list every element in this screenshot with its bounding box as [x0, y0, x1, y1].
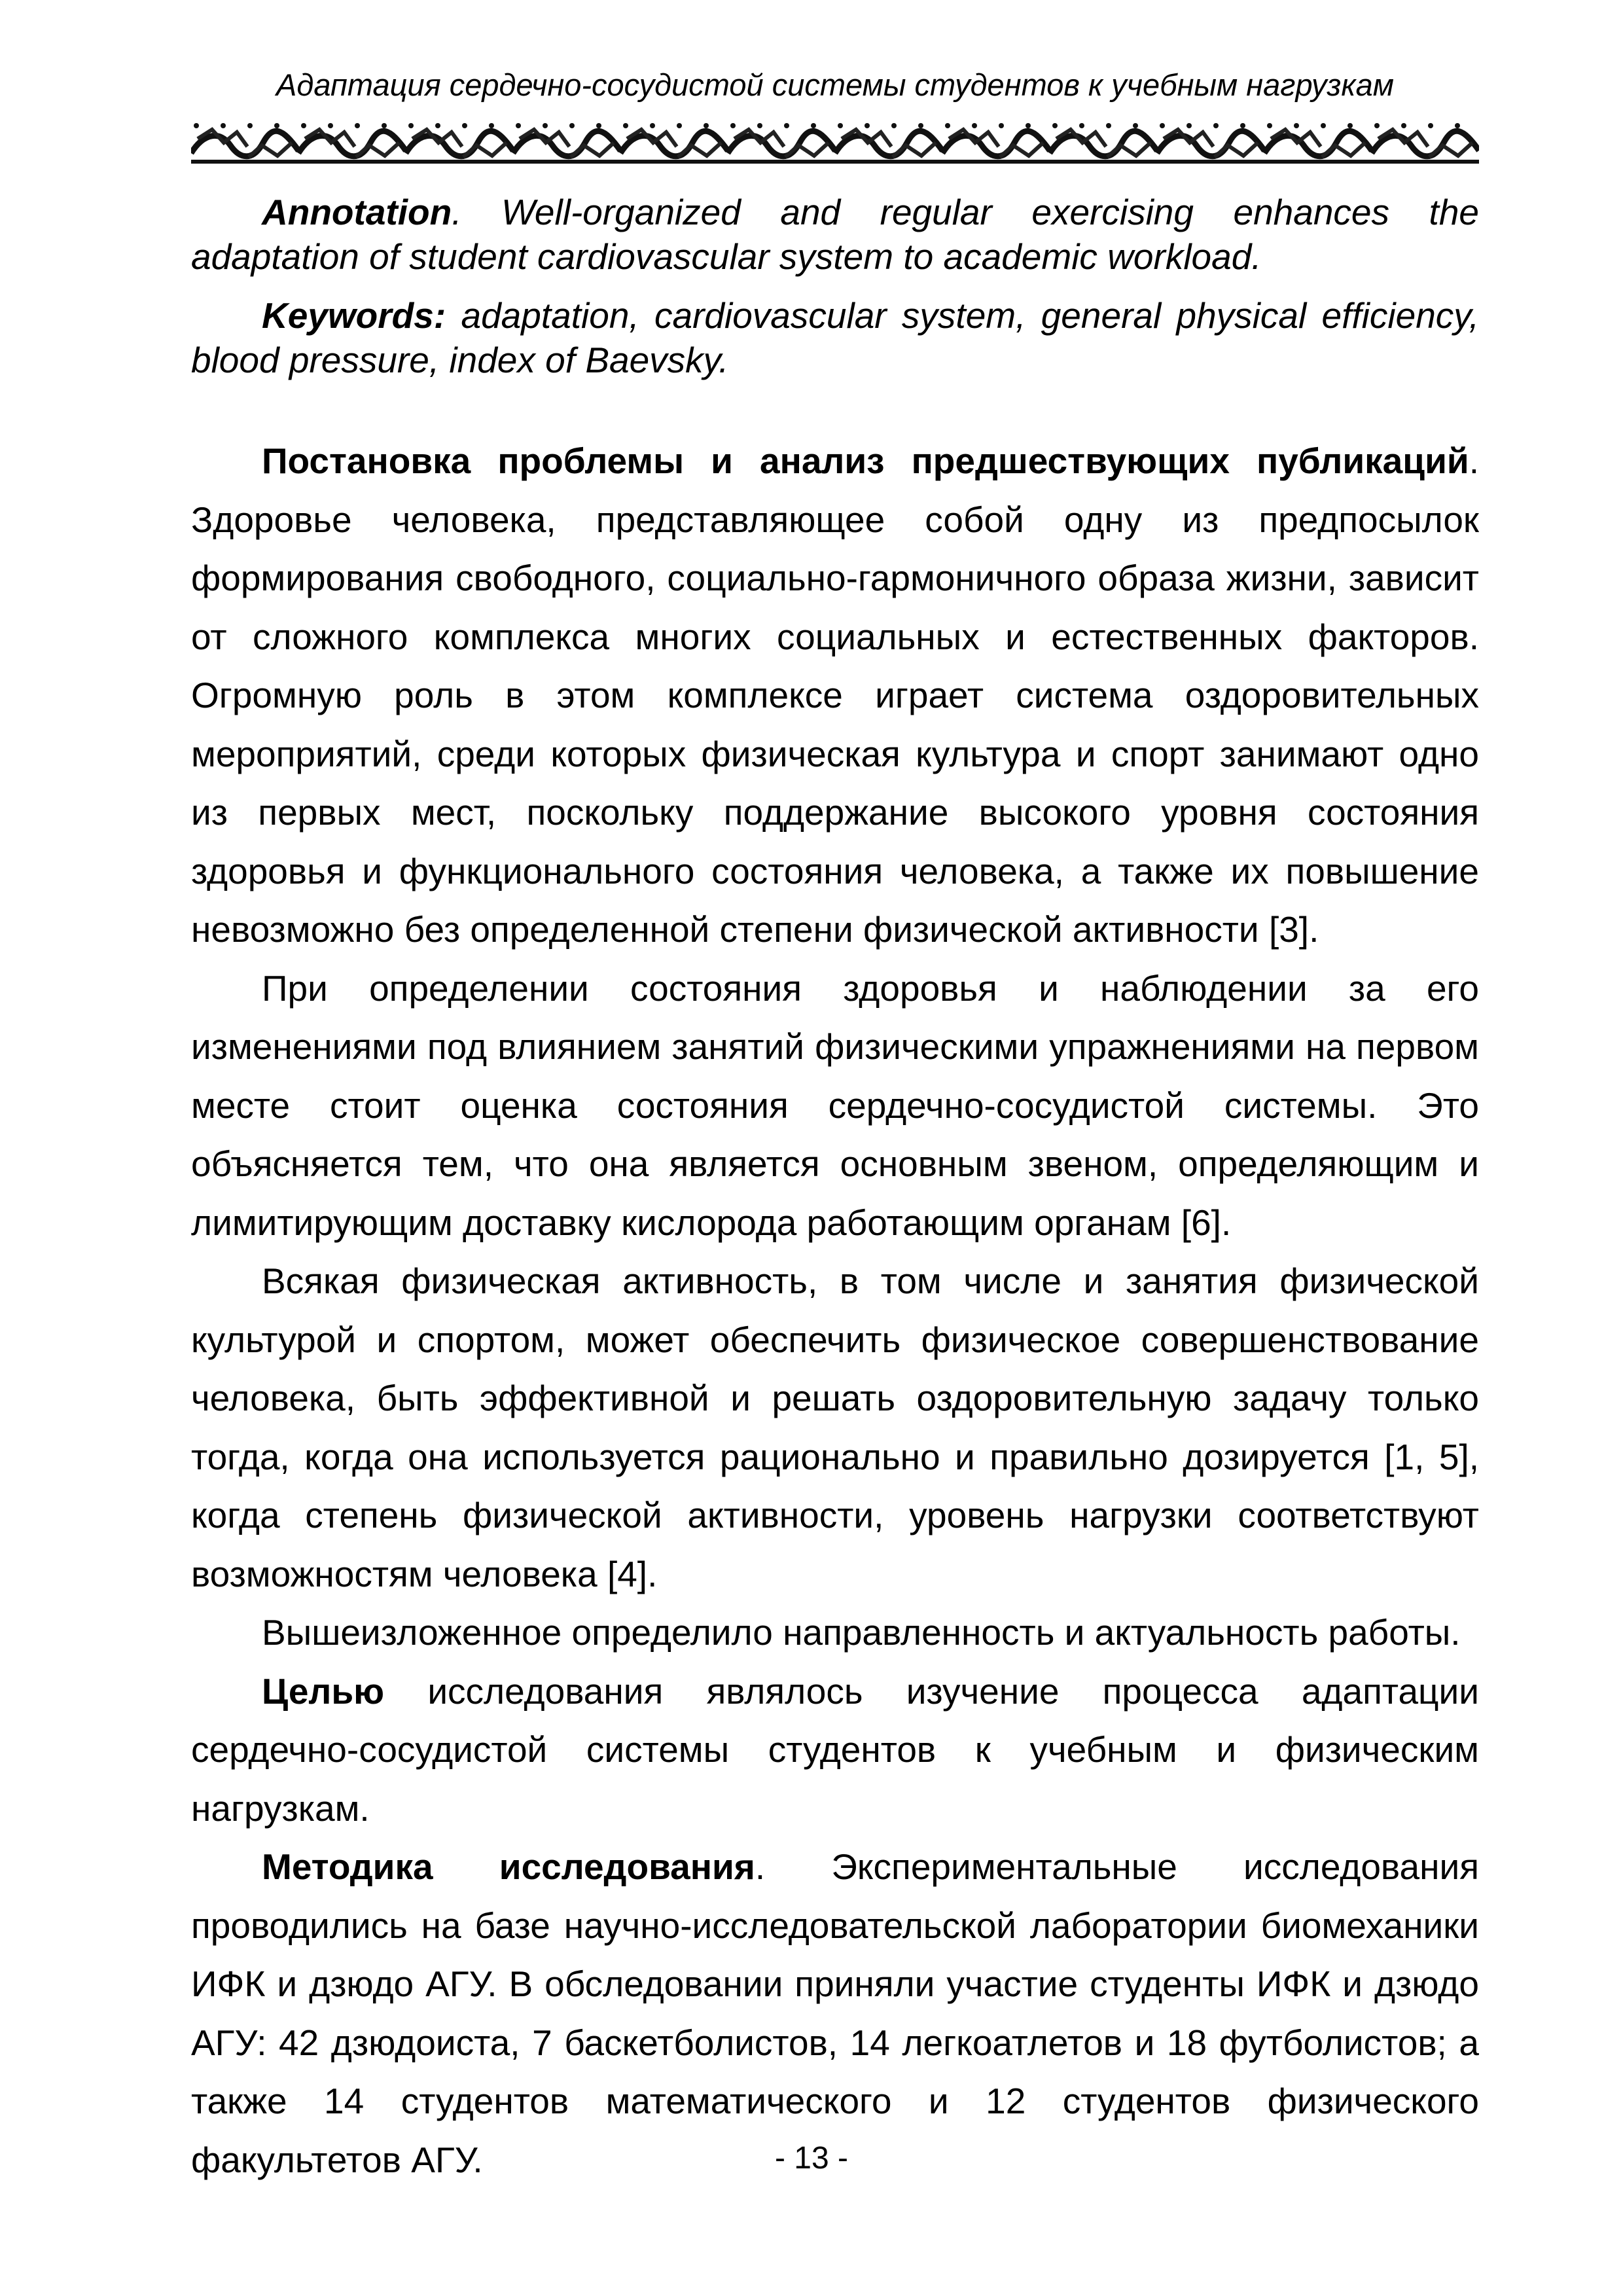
section-problem-text: . Здоровье человека, представляющее собой одну из предпосылок формирования свободного, социально-гармоничного образа жизни, зависит от сложного комплекса многих социальных и естественных факторов. Огромную роль в этом комплексе играет система оздоровительных мероприятий, среди которых физическая культура и спорт занимают одно из первых мест, поскольку поддержание высокого уровня состояния здоровья и функционального состояния человека, а также их повышение невозможно без определенной степени физической активности [3].: [191, 440, 1479, 950]
annotation-paragraph: [191, 190, 1479, 279]
decorative-border-ornament-icon: [191, 119, 1479, 169]
goal-text: исследования являлось изучение процесса адаптации сердечно-сосудистой системы студентов к учебным и физическим нагрузкам.: [191, 1670, 1479, 1829]
keywords-paragraph: [191, 293, 1479, 382]
goal-paragraph: [191, 1662, 1479, 1839]
method-paragraph: [191, 1838, 1479, 2189]
article-body: [191, 432, 1479, 2189]
annotation-label: Annotation: [262, 192, 452, 232]
body-paragraph-2: При определении состояния здоровья и наблюдении за его изменениями под влиянием занятий физическими упражнениями на первом месте стоит оценка состояния сердечно-сосудистой системы. Это объясняется тем, что она является основным звеном, определяющим и лимитирующим доставку кислорода работающим органам [6].: [191, 967, 1479, 1243]
running-title: Адаптация сердечно-сосудистой системы студентов к учебным нагрузкам: [276, 67, 1394, 102]
section-problem-paragraph: [191, 432, 1479, 960]
body-paragraph-3: Всякая физическая активность, в том числе и занятия физической культурой и спортом, может обеспечить физическое совершенствование человека, быть эффективной и решать оздоровительную задачу только тогда, когда она используется рационально и правильно дозируется [1, 5], когда степень физической активности, уровень нагрузки соответствуют возможностям человека [4].: [191, 1261, 1479, 1594]
section-problem-heading: Постановка проблемы и анализ предшествующих публикаций: [262, 440, 1469, 481]
annotation-text: . Well-organized and regular exercising enhances the adaptation of student cardiovascular system to academic workload.: [191, 192, 1479, 277]
method-text: . Экспериментальные исследования проводились на базе научно-исследовательской лаборатории биомеханики ИФК и дзюдо АГУ. В обследовании приняли участие студенты ИФК и дзюдо АГУ: 42 дзюдоиста, 7 баскетболистов, 14 легкоатлетов и 18 футболистов; а также 14 студентов математического и 12 студентов физического факультетов АГУ.: [191, 1846, 1480, 2180]
page-number: - 13 -: [774, 2141, 849, 2176]
goal-label: Целью: [262, 1670, 385, 1712]
keywords-text: adaptation, cardiovascular system, general physical efficiency, blood pressure, index of Baevsky.: [191, 295, 1479, 380]
method-heading: Методика исследования: [262, 1846, 755, 1887]
keywords-label: Keywords:: [262, 295, 446, 336]
body-paragraph-4: Вышеизложенное определило направленность и актуальность работы.: [262, 1612, 1461, 1653]
abstract-section: [191, 190, 1479, 382]
